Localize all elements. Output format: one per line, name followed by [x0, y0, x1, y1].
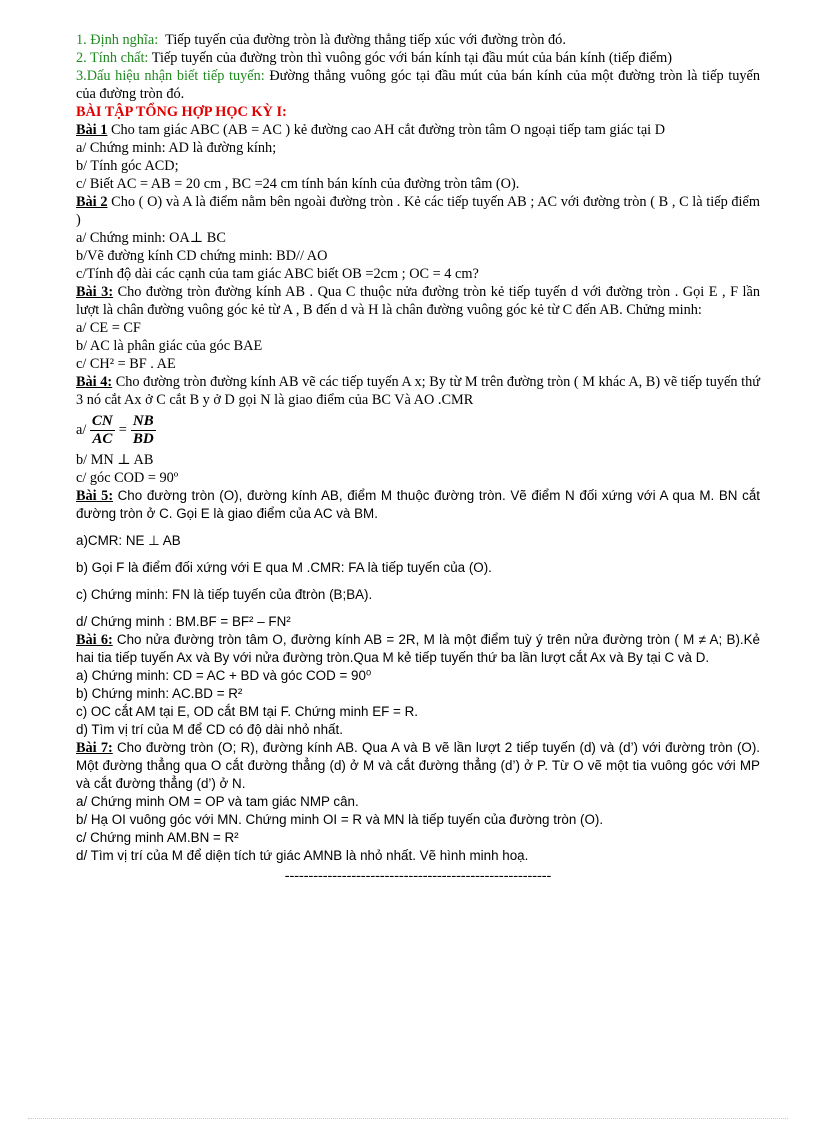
- spacer: [76, 523, 760, 532]
- exercise-7-d: d/ Tìm vị trí của M để diện tích tứ giác AMNB là nhỏ nhất. Vẽ hình minh hoạ.: [76, 848, 529, 863]
- exercise-6-a: a) Chứng minh: CD = AC + BD và góc COD = 90⁰: [76, 668, 372, 683]
- exercise-4-c: c/ góc COD = 90º: [76, 470, 179, 486]
- exercise-7: [76, 739, 760, 793]
- exercise-5-d: d/ Chứng minh : BM.BF = BF² – FN²: [76, 614, 291, 629]
- fraction-cn-ac-denominator: AC: [92, 430, 113, 447]
- exercise-3: [76, 283, 760, 319]
- exercise-2-c: c/Tính độ dài các cạnh của tam giác ABC biết OB =2cm ; OC = 4 cm?: [76, 266, 479, 282]
- exercise-1-c: c/ Biết AC = AB = 20 cm , BC =24 cm tính bán kính của đường tròn tâm (O).: [76, 176, 520, 192]
- exercise-5-c: c) Chứng minh: FN là tiếp tuyến của đtròn (B;BA).: [76, 587, 373, 602]
- exercise-3-text: Cho đường tròn đường kính AB . Qua C thuộc nửa đường tròn kẻ tiếp tuyến d với đường tròn . Gọi E , F lần lượt là chân đường vuông góc kẻ từ A , B đến d và H là chân đường vuông góc kẻ từ C đến AB. Chửng minh:: [76, 284, 760, 318]
- exercise-7-c: c/ Chứng minh AM.BN = R²: [76, 830, 239, 845]
- exercise-4-label: Bài 4:: [76, 374, 113, 390]
- fraction-nb-bd-numerator: NB: [132, 412, 154, 429]
- exercise-6-label: Bài 6:: [76, 632, 113, 648]
- intro-sign: [76, 67, 760, 103]
- exercise-4: [76, 373, 760, 409]
- separator-line: --------------------------------------------------------: [284, 868, 552, 884]
- exercise-2: [76, 193, 760, 229]
- exercise-4-a: [76, 409, 760, 451]
- exercise-6-c: c) OC cắt AM tại E, OD cắt BM tại F. Chứng minh EF = R.: [76, 704, 418, 719]
- exercise-2-text: Cho ( O) và A là điểm nằm bên ngoài đường tròn . Kẻ các tiếp tuyến AB ; AC với đường tròn ( B , C là tiếp điểm ): [76, 194, 760, 228]
- exercise-2-label: Bài 2: [76, 194, 108, 210]
- exercise-2-a: a/ Chứng minh: OA⊥ BC: [76, 230, 226, 246]
- exercise-2-b: b/Vẽ đường kính CD chứng minh: BD// AO: [76, 248, 328, 264]
- intro-property: [76, 49, 760, 67]
- exercise-5-a: a)CMR: NE ⊥ AB: [76, 533, 181, 548]
- exercise-5-label: Bài 5:: [76, 488, 114, 504]
- intro-sign-text: Đường thẳng vuông góc tại đầu mút của bán kính của một đường tròn là tiếp tuyến của đường tròn đó.: [76, 68, 760, 102]
- exercise-3-c: c/ CH² = BF . AE: [76, 356, 176, 372]
- document-page: [76, 31, 760, 885]
- exercise-6-d: d) Tìm vị trí của M để CD có độ dài nhỏ nhất.: [76, 722, 343, 737]
- exercise-7-b: b/ Hạ OI vuông góc với MN. Chứng minh OI = R và MN là tiếp tuyến của đường tròn (O).: [76, 812, 604, 827]
- spacer: [76, 604, 760, 613]
- equals-sign: =: [118, 422, 127, 438]
- fraction-nb-bd-denominator: BD: [132, 430, 154, 447]
- exercise-3-a: a/ CE = CF: [76, 320, 141, 336]
- fraction-nb-bd: [131, 413, 156, 448]
- exercise-5-b: b) Gọi F là điểm đối xứng với E qua M .CMR: FA là tiếp tuyến của (O).: [76, 560, 492, 575]
- intro-definition-text: Tiếp tuyến của đường tròn là đường thẳng tiếp xúc với đường tròn đó.: [165, 32, 566, 48]
- exercise-1-text: Cho tam giác ABC (AB = AC ) kẻ đường cao AH cắt đường tròn tâm O ngoại tiếp tam giác tại D: [110, 122, 666, 138]
- exercise-3-b: b/ AC là phân giác của góc BAE: [76, 338, 263, 354]
- exercise-7-text: Cho đường tròn (O; R), đường kính AB. Qua A và B vẽ lần lượt 2 tiếp tuyến (d) và (d’) với đường tròn (O). Một đường thẳng qua O cắt đường thẳng (d) ở M và cắt đường thẳng (d’) ở P. Từ O vẽ một tia vuông góc với MP và cắt đường thẳng (d’) ở N.: [76, 740, 761, 791]
- intro-property-text: Tiếp tuyến của đường tròn thì vuông góc với bán kính tại đầu mút của bán kính (tiếp điểm): [151, 50, 672, 66]
- intro-definition: [76, 31, 760, 49]
- intro-sign-label: 3.Dấu hiệu nhận biết tiếp tuyến:: [76, 68, 265, 84]
- fraction-cn-ac: [90, 413, 115, 448]
- exercise-1-a: a/ Chứng minh: AD là đường kính;: [76, 140, 277, 156]
- page-bottom-border: [28, 1118, 788, 1119]
- intro-definition-label: 1. Định nghĩa:: [76, 32, 159, 48]
- exercise-7-a: a/ Chứng minh OM = OP và tam giác NMP cân.: [76, 794, 359, 809]
- exercise-3-label: Bài 3:: [76, 284, 114, 300]
- exercise-4-text: Cho đường tròn đường kính AB vẽ các tiếp tuyến A x; By từ M trên đường tròn ( M khác A, B) vẽ tiếp tuyến thứ 3 nó cắt Ax ở C cắt B y ở D gọi N là giao điểm của BC Và AO .CMR: [76, 374, 761, 408]
- exercise-6: [76, 631, 760, 667]
- fraction-cn-ac-numerator: CN: [91, 412, 113, 429]
- exercise-5: [76, 487, 760, 523]
- exercise-5-text: Cho đường tròn (O), đường kính AB, điểm M thuộc đường tròn. Vẽ điểm N đối xứng với A qua M. BN cắt đường tròn ở C. Gọi E là giao điểm của AC và BM.: [76, 488, 760, 521]
- exercise-1-label: Bài 1: [76, 122, 108, 138]
- intro-property-label: 2. Tính chất:: [76, 50, 149, 66]
- exercise-4-a-prefix: a/: [76, 422, 87, 438]
- section-heading: BÀI TẬP TỔNG HỢP HỌC KỲ I:: [76, 104, 287, 120]
- spacer: [76, 550, 760, 559]
- spacer: [76, 577, 760, 586]
- exercise-6-text: Cho nửa đường tròn tâm O, đường kính AB = 2R, M là một điểm tuỳ ý trên nửa đường tròn ( M ≠ A; B).Kẻ hai tia tiếp tuyến Ax và By với nửa đường tròn.Qua M kẻ tiếp tuyến thứ ba lần lượt cắt Ax và By tại C và D.: [76, 632, 761, 665]
- exercise-1-b: b/ Tính góc ACD;: [76, 158, 179, 174]
- exercise-4-b: b/ MN ⊥ AB: [76, 452, 154, 468]
- exercise-1: [76, 121, 760, 139]
- exercise-6-b: b) Chứng minh: AC.BD = R²: [76, 686, 243, 701]
- exercise-7-label: Bài 7:: [76, 740, 113, 756]
